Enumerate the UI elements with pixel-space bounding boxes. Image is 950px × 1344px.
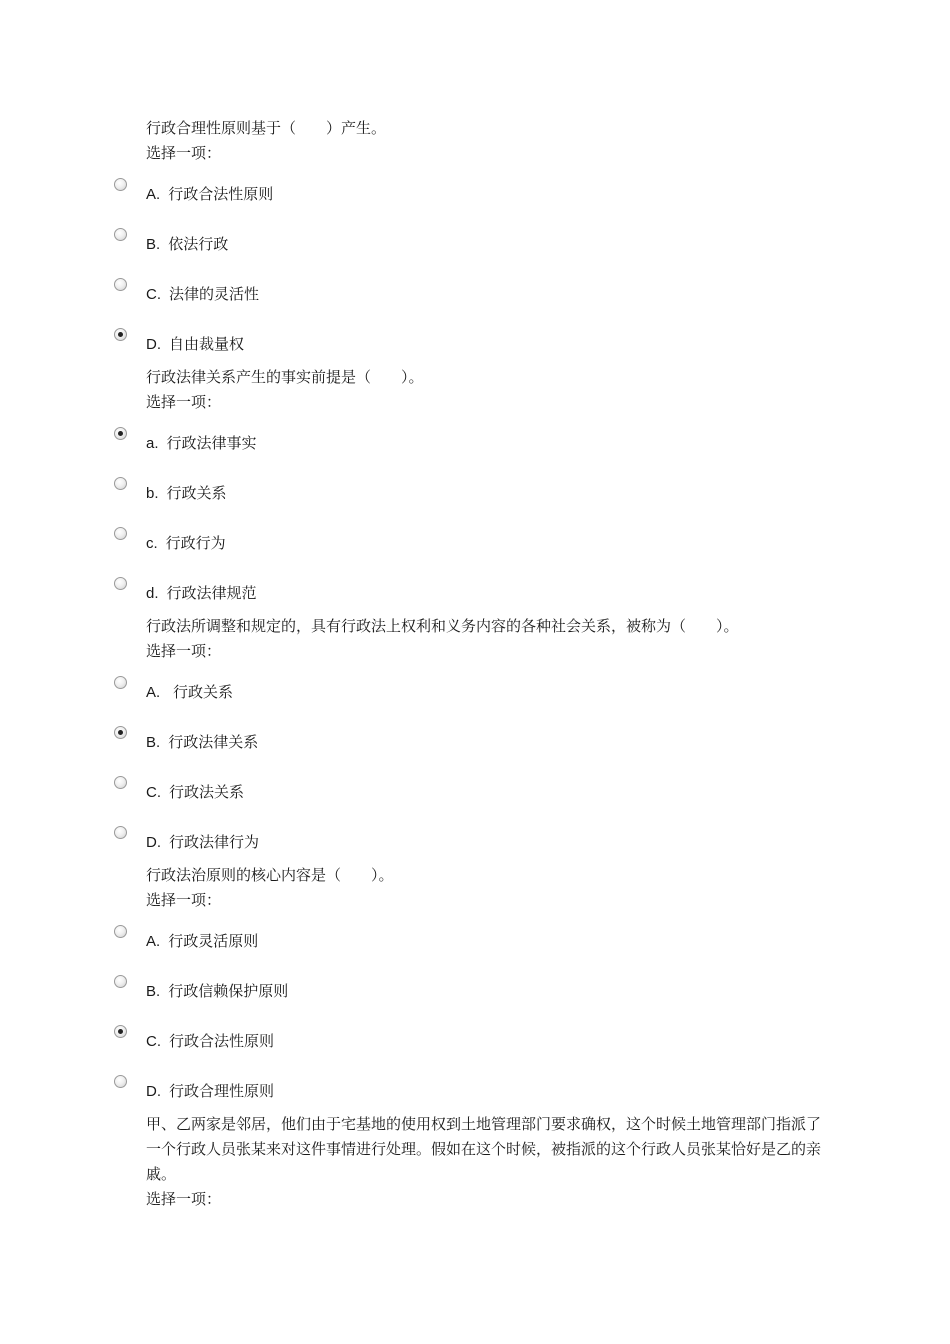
- option-1d[interactable]: [114, 328, 714, 352]
- question-text: 行政法律关系产生的事实前提是（ ）。: [146, 368, 424, 386]
- radio-button[interactable]: [114, 776, 127, 789]
- radio-button[interactable]: [114, 477, 127, 490]
- radio-button[interactable]: [114, 1025, 127, 1038]
- option-3d[interactable]: [114, 826, 714, 850]
- option-2d[interactable]: [114, 577, 714, 601]
- option-label: D. 行政法律行为: [146, 833, 260, 851]
- question-text: 行政法所调整和规定的，具有行政法上权利和义务内容的各种社会关系，被称为（ ）。: [146, 617, 739, 635]
- option-label: B. 行政信赖保护原则: [146, 982, 289, 1000]
- question-prompt: 选择一项：: [146, 393, 222, 411]
- radio-selected-dot: [118, 730, 123, 735]
- option-3a[interactable]: [114, 676, 714, 700]
- option-label: B. 行政法律关系: [146, 733, 259, 751]
- option-2b[interactable]: [114, 477, 714, 501]
- question-3: [146, 614, 826, 664]
- question-4: [146, 863, 826, 913]
- option-label: A. 行政合法性原则: [146, 185, 274, 203]
- option-2c[interactable]: [114, 527, 714, 551]
- radio-button[interactable]: [114, 278, 127, 291]
- option-label: a. 行政法律事实: [146, 434, 257, 452]
- option-3b[interactable]: [114, 726, 714, 750]
- question-prompt: 选择一项：: [146, 642, 222, 660]
- radio-button[interactable]: [114, 975, 127, 988]
- radio-button[interactable]: [114, 1075, 127, 1088]
- option-label: b. 行政关系: [146, 484, 227, 502]
- option-label: C. 行政法关系: [146, 783, 245, 801]
- option-label: D. 自由裁量权: [146, 335, 245, 353]
- radio-button[interactable]: [114, 178, 127, 191]
- question-text: 行政法治原则的核心内容是（ ）。: [146, 866, 394, 884]
- option-label: C. 行政合法性原则: [146, 1032, 275, 1050]
- option-label: c. 行政行为: [146, 534, 226, 552]
- radio-selected-dot: [118, 431, 123, 436]
- option-label: d. 行政法律规范: [146, 584, 257, 602]
- radio-button[interactable]: [114, 676, 127, 689]
- radio-button[interactable]: [114, 328, 127, 341]
- option-label: C. 法律的灵活性: [146, 285, 260, 303]
- option-1b[interactable]: [114, 228, 714, 252]
- question-prompt: 选择一项：: [146, 144, 222, 162]
- question-prompt: 选择一项：: [146, 1190, 222, 1208]
- option-label: A. 行政灵活原则: [146, 932, 259, 950]
- option-4d[interactable]: [114, 1075, 714, 1099]
- radio-button[interactable]: [114, 427, 127, 440]
- option-4b[interactable]: [114, 975, 714, 999]
- option-3c[interactable]: [114, 776, 714, 800]
- question-text: 行政合理性原则基于（ ）产生。: [146, 119, 387, 137]
- option-4a[interactable]: [114, 925, 714, 949]
- option-2a[interactable]: [114, 427, 714, 451]
- option-1a[interactable]: [114, 178, 714, 202]
- radio-selected-dot: [118, 332, 123, 337]
- question-2: [146, 365, 826, 415]
- option-1c[interactable]: [114, 278, 714, 302]
- radio-button[interactable]: [114, 925, 127, 938]
- radio-selected-dot: [118, 1029, 123, 1034]
- option-label: B. 依法行政: [146, 235, 229, 253]
- question-prompt: 选择一项：: [146, 891, 222, 909]
- radio-button[interactable]: [114, 577, 127, 590]
- option-4c[interactable]: [114, 1025, 714, 1049]
- question-text: 甲、乙两家是邻居，他们由于宅基地的使用权到土地管理部门要求确权，这个时候土地管理部门指派了一个行政人员张某来对这件事情进行处理。假如在这个时候，被指派的这个行政人员张某恰好是乙的亲戚。: [146, 1115, 822, 1183]
- radio-button[interactable]: [114, 726, 127, 739]
- radio-button[interactable]: [114, 826, 127, 839]
- option-label: D. 行政合理性原则: [146, 1082, 275, 1100]
- radio-button[interactable]: [114, 228, 127, 241]
- question-5: [146, 1112, 826, 1212]
- question-1: [146, 116, 826, 166]
- radio-button[interactable]: [114, 527, 127, 540]
- option-label: A. 行政关系: [146, 683, 233, 701]
